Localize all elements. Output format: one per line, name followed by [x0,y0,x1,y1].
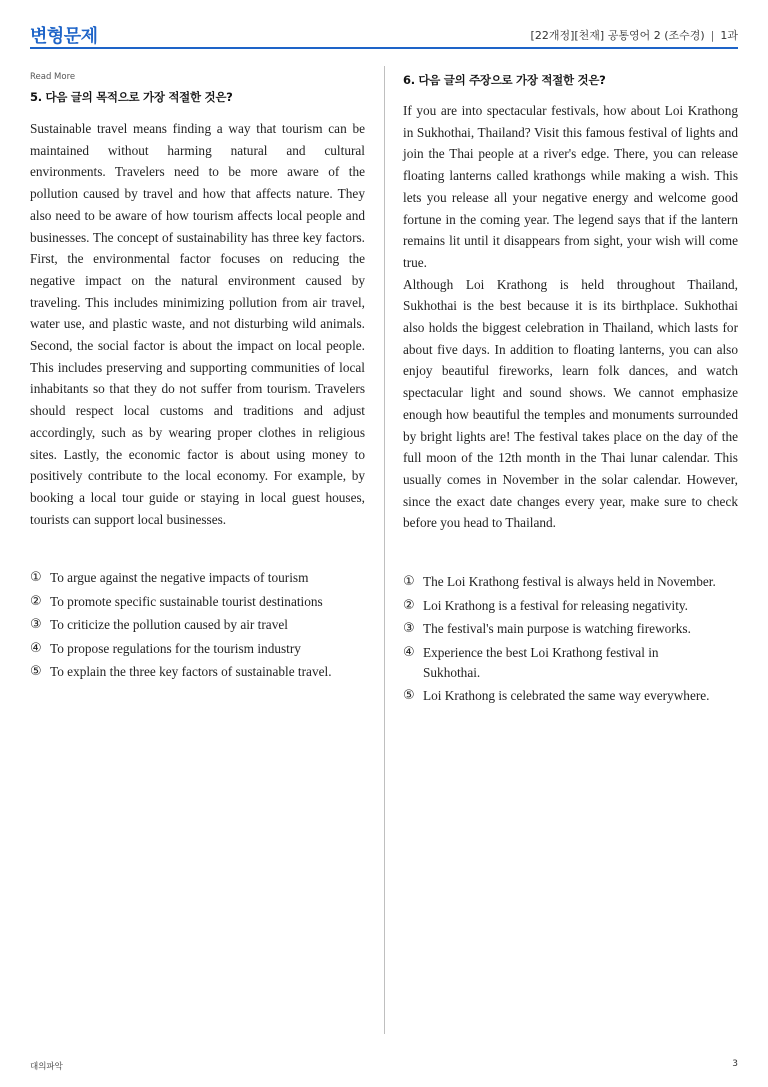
footer-publisher: 대의파악 [30,1062,63,1072]
passage-paragraph: If you are into spectacular festivals, how about Loi Krathong in Sukhothai, Thailand? Visit this famous festival of lights and join the Thai people at a river's edge. There, you can release floating lanterns called krathongs while making a wish. This lets you release all your negative energy and welcome good fortune in the coming year. The legend says that if the lantern remains lit until it disappears from sight, your wish will come true. [403,103,738,270]
option-text: To propose regulations for the tourism industry [50,640,301,656]
option-text: To explain the three key factors of sustainable travel. [50,664,332,679]
option-number: ① [403,574,415,589]
question-5-passage [30,118,365,530]
option-item[interactable] [403,686,743,706]
option-number: ② [403,597,415,613]
header-rule [30,47,738,49]
question-5-title: 5. 다음 글의 목적으로 가장 적절한 것은? [30,90,233,104]
column-divider [384,66,385,1034]
option-number: ② [30,593,42,609]
option-item[interactable] [403,643,743,683]
option-number: ④ [403,644,415,660]
option-text: Loi Krathong is a festival for releasing negativity. [423,597,688,613]
option-item[interactable] [30,592,370,612]
option-number: ⑤ [30,664,42,679]
passage-paragraph: Sustainable travel means finding a way that tourism can be maintained without harming natural and cultural environments. Travelers need to be more aware of the pollution caused by travel and how that affects nature. They also need to be aware of how tourism affects local people and businesses. The concept of sustainability has three key factors. First, the environmental factor focuses on reducing the negative impact on the natural environment caused by traveling. This includes minimizing pollution from air travel, water use, and plastic waste, and not disturbing wild animals. Second, the social factor is about the impact on local people. This includes preserving and supporting communities of local inhabitants so that they do not suffer from tourism. Travelers should respect local customs and traditions and adjust accordingly, such as by wearing proper clothes in religious sites. Lastly, the economic factor is about using money to positively contribute to the local economy. For example, by booking a local tour guide or staying in local guest houses, tourists can support local businesses. [30,121,365,527]
page-number: 3 [732,1059,738,1069]
section-tag: Read More [30,72,76,82]
option-text: Loi Krathong is celebrated the same way everywhere. [423,688,710,703]
question-6-passage [403,100,738,534]
question-6-title: 6. 다음 글의 주장으로 가장 적절한 것은? [403,73,606,87]
option-text: To criticize the pollution caused by air travel [50,617,288,632]
passage-paragraph: Although Loi Krathong is held throughout Thailand, Sukhothai is the best because it is its birthplace. Sukhothai also holds the biggest celebration in Thailand, which lasts for about five days. In addition to floating lanterns, you can also enjoy beautiful fireworks, learn folk dances, and watch spectacular light and sound shows. We cannot emphasize enough how beautiful the temples and monuments surrounded by bright lights are! The festival takes place on the day of the full moon of the 12th month in the Thai lunar calendar. This usually comes in November in the solar calendar. However, since the exact date changes every year, make sure to check before you head to Thailand. [403,276,738,531]
subject-title: [22개정][천재] 공통영어 2 (조수경) [530,29,705,42]
option-text: To promote specific sustainable tourist destinations [50,593,323,609]
option-item[interactable] [30,615,370,635]
option-number: ① [30,570,42,585]
option-item[interactable] [403,572,743,592]
option-number: ③ [403,621,415,636]
option-number: ⑤ [403,688,415,703]
option-text: To argue against the negative impacts of tourism [50,570,309,585]
lesson-label: 1과 [720,29,738,42]
separator: | [710,29,715,42]
brand-title: 변형문제 [30,26,98,47]
option-number: ③ [30,617,42,632]
option-item[interactable] [30,662,370,682]
option-number: ④ [30,640,42,656]
question-6-options [403,572,743,710]
option-text: The festival's main purpose is watching fireworks. [423,621,691,636]
question-5-options [30,568,370,686]
option-item[interactable] [30,568,370,588]
page-header [30,22,738,48]
option-text: Experience the best Loi Krathong festival in Sukhothai. [423,644,659,680]
option-text: The Loi Krathong festival is always held in November. [423,574,716,589]
option-item[interactable] [403,596,743,616]
option-item[interactable] [30,639,370,659]
option-item[interactable] [403,619,743,639]
subject-info [531,27,738,43]
